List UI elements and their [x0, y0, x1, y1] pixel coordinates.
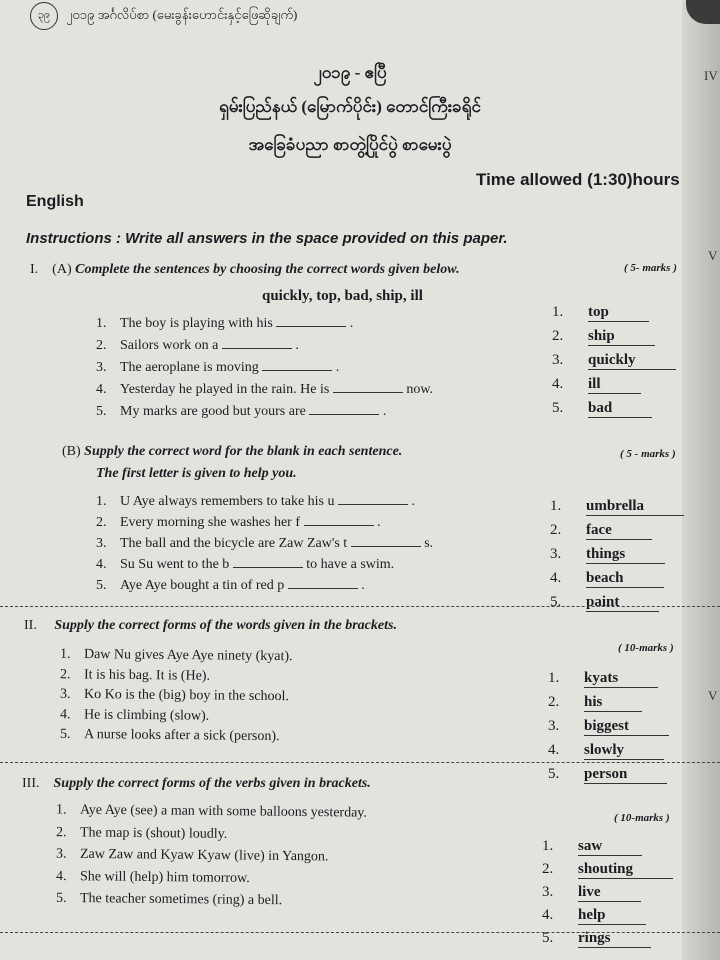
- question-number: 5.: [59, 726, 71, 742]
- section1b-label: (B): [62, 444, 81, 459]
- answer-value: paint: [586, 594, 659, 612]
- section1b-subheading-line: [96, 466, 297, 482]
- section2-num: II.: [24, 618, 37, 633]
- section1b-subheading: The first letter is given to help you.: [96, 466, 297, 481]
- question-text: The boy is playing with his: [120, 316, 273, 331]
- section3-num: III.: [22, 776, 40, 791]
- answer-item: [550, 522, 652, 540]
- answer-value: his: [584, 694, 642, 712]
- answer-value: saw: [578, 838, 642, 856]
- question-text: She will (help) him tomorrow.: [79, 869, 250, 887]
- question-number: 4.: [96, 382, 107, 397]
- exam-region: ရှမ်းပြည်နယ် (မြောက်ပိုင်း) တောင်ကြီးခရိုင်: [219, 97, 481, 116]
- section2-heading-line: [24, 618, 397, 634]
- page-number: ၃၉: [30, 2, 58, 30]
- answer-value: person: [584, 766, 667, 784]
- question-number: 4.: [59, 707, 71, 723]
- answer-blank: [222, 336, 292, 349]
- section2-marks: ( 10-marks ): [618, 642, 674, 654]
- answer-item: [550, 546, 665, 564]
- question-item: [96, 358, 339, 376]
- question-text-end: .: [411, 494, 415, 509]
- question-item: [96, 336, 299, 354]
- question-number: 1.: [55, 802, 67, 818]
- answer-item: [552, 400, 652, 418]
- question-number: 3.: [96, 536, 107, 551]
- question-number: 1.: [59, 646, 71, 662]
- answer-number: 3.: [548, 718, 560, 734]
- question-item: [96, 492, 415, 510]
- question-text: The map is (shout) loudly.: [79, 825, 228, 842]
- question-item: [60, 707, 209, 725]
- answer-item: [550, 570, 664, 588]
- question-number: 4.: [55, 868, 67, 885]
- question-text: The teacher sometimes (ring) a bell.: [79, 891, 283, 909]
- answer-item: [550, 498, 684, 516]
- question-item: [96, 534, 433, 552]
- question-item: [96, 314, 353, 332]
- divider-line: [0, 762, 720, 763]
- exam-name: အခြေခံပညာ စာတွဲ့ပြိုင်ပွဲ စာမေးပွဲ: [248, 135, 452, 154]
- answer-item: [542, 884, 641, 902]
- answer-number: 3.: [550, 546, 562, 562]
- question-number: 3.: [96, 360, 107, 375]
- question-text-end: .: [295, 338, 299, 353]
- margin-mark-2: V: [708, 248, 718, 263]
- answer-value: umbrella: [586, 498, 684, 516]
- section1b-heading-line: [62, 444, 402, 460]
- answer-value: help: [578, 907, 646, 925]
- divider-line: [0, 606, 720, 607]
- answer-item: [542, 838, 642, 856]
- question-text: A nurse looks after a sick (person).: [83, 727, 280, 745]
- section1-heading: [30, 262, 460, 278]
- question-number: 2.: [96, 338, 107, 353]
- question-text: Zaw Zaw and Kyaw Kyaw (live) in Yangon.: [79, 846, 329, 865]
- question-text-end: .: [361, 578, 365, 593]
- answer-blank: [351, 534, 421, 547]
- question-item: [60, 727, 280, 745]
- question-number: 1.: [96, 494, 107, 509]
- answer-value: kyats: [584, 670, 658, 688]
- question-text-end: s.: [424, 536, 434, 551]
- question-number: 5.: [55, 890, 67, 906]
- question-text: Aye Aye (see) a man with some balloons yesterday.: [79, 802, 368, 821]
- question-text: Aye Aye bought a tin of red p: [120, 578, 285, 593]
- question-number: 2.: [55, 825, 67, 841]
- answer-item: [548, 718, 669, 736]
- section3-marks: ( 10-marks ): [614, 812, 670, 824]
- question-text-end: to have a swim.: [306, 557, 395, 572]
- answer-item: [548, 766, 667, 784]
- answer-number: 1.: [550, 498, 562, 514]
- answer-blank: [304, 513, 374, 526]
- running-header: [30, 2, 297, 30]
- question-item: [56, 847, 329, 866]
- question-text-end: .: [349, 316, 354, 331]
- answer-value: shouting: [578, 861, 673, 879]
- time-allowed: Time allowed (1:30)hours: [476, 170, 680, 189]
- exam-year: ၂၀၁၉ - ဧပြီ: [313, 63, 387, 82]
- answer-number: 4.: [550, 570, 562, 586]
- answer-blank: [262, 358, 332, 371]
- margin-mark-1: IV: [704, 68, 718, 83]
- question-item: [60, 647, 293, 665]
- question-item: [96, 576, 365, 594]
- answer-item: [542, 861, 673, 879]
- question-number: 3.: [59, 686, 71, 702]
- answer-number: 1.: [552, 304, 564, 320]
- answer-number: 5.: [552, 400, 564, 416]
- answer-number: 2.: [548, 694, 560, 710]
- question-text: Every morning she washes her f: [120, 515, 301, 530]
- answer-number: 5.: [548, 766, 560, 782]
- question-text: The ball and the bicycle are Zaw Zaw's t: [120, 536, 348, 551]
- question-text: Daw Nu gives Aye Aye ninety (kyat).: [83, 647, 293, 665]
- answer-number: 5.: [542, 930, 554, 946]
- answer-item: [552, 304, 649, 322]
- question-number: 2.: [59, 667, 71, 683]
- answer-value: face: [586, 522, 652, 540]
- answer-number: 2.: [542, 861, 554, 877]
- section2-heading: Supply the correct forms of the words given in the brackets.: [54, 618, 397, 633]
- question-item: [96, 402, 386, 420]
- section1-num: I.: [30, 262, 39, 277]
- answer-item: [548, 694, 642, 712]
- question-text: Ko Ko is the (big) boy in the school.: [83, 687, 289, 705]
- answer-item: [542, 907, 646, 925]
- question-item: [56, 802, 367, 821]
- answer-blank: [338, 492, 408, 505]
- running-title: ၂၀၁၉ အင်္ဂလိပ်စာ (မေးခွန်းဟောင်းနှင့်ဖြေဆိုချက်): [66, 6, 298, 22]
- question-text: U Aye always remembers to take his u: [120, 494, 335, 509]
- answer-number: 1.: [542, 838, 554, 854]
- answer-number: 3.: [552, 352, 564, 368]
- divider-line: [0, 932, 720, 933]
- answer-value: ship: [588, 328, 655, 346]
- question-number: 5.: [96, 578, 107, 593]
- question-text-end: .: [382, 404, 387, 419]
- instructions: Instructions : Write all answers in the space provided on this paper.: [26, 230, 508, 247]
- question-number: 2.: [96, 515, 107, 530]
- answer-value: bad: [588, 400, 652, 418]
- question-text: The aeroplane is moving: [120, 360, 259, 375]
- answer-number: 4.: [542, 907, 554, 923]
- section3-heading: Supply the correct forms of the verbs given in brackets.: [53, 776, 371, 791]
- answer-value: biggest: [584, 718, 669, 736]
- answer-value: ill: [588, 376, 641, 394]
- answer-blank: [288, 576, 358, 589]
- answer-value: live: [578, 884, 641, 902]
- question-number: 5.: [96, 404, 107, 419]
- question-item: [56, 825, 227, 843]
- answer-blank: [233, 555, 303, 568]
- answer-blank: [333, 380, 403, 393]
- section1b-marks: ( 5 - marks ): [620, 448, 676, 460]
- section1b-heading: Supply the correct word for the blank in each sentence.: [84, 444, 403, 459]
- answer-item: [550, 594, 659, 612]
- answer-number: 4.: [552, 376, 564, 392]
- question-item: [60, 687, 289, 705]
- question-number: 1.: [96, 316, 107, 331]
- answer-item: [552, 376, 641, 394]
- answer-item: [548, 742, 664, 760]
- margin-mark-3: V: [708, 688, 718, 703]
- answer-number: 1.: [548, 670, 560, 686]
- section1a-label: (A): [52, 262, 72, 277]
- question-text: Su Su went to the b: [120, 557, 230, 572]
- section1a-marks: ( 5- marks ): [624, 262, 677, 274]
- answer-blank: [276, 314, 346, 327]
- answer-value: things: [586, 546, 665, 564]
- question-text: Yesterday he played in the rain. He is: [120, 382, 330, 397]
- question-item: [96, 380, 433, 398]
- answer-number: 5.: [550, 594, 562, 610]
- question-text: My marks are good but yours are: [120, 404, 306, 419]
- answer-value: quickly: [588, 352, 676, 370]
- question-text: It is his bag. It is (He).: [83, 667, 211, 684]
- question-item: [96, 513, 381, 531]
- answer-number: 2.: [550, 522, 562, 538]
- section1a-heading: Complete the sentences by choosing the correct words given below.: [75, 262, 460, 277]
- question-text-end: .: [335, 360, 340, 375]
- answer-value: top: [588, 304, 649, 322]
- question-text-end: now.: [406, 382, 434, 397]
- answer-number: 2.: [552, 328, 564, 344]
- question-number: 4.: [96, 557, 107, 572]
- question-item: [60, 667, 210, 685]
- answer-number: 3.: [542, 884, 554, 900]
- answer-blank: [309, 402, 379, 415]
- answer-value: slowly: [584, 742, 664, 760]
- answer-item: [552, 352, 676, 370]
- question-item: [96, 555, 394, 573]
- answer-number: 4.: [548, 742, 560, 758]
- subject-title: English: [26, 193, 84, 210]
- section3-heading-line: [22, 776, 371, 792]
- question-text-end: .: [377, 515, 381, 530]
- question-text: Sailors work on a: [120, 338, 219, 353]
- question-text: He is climbing (slow).: [83, 707, 210, 724]
- answer-value: rings: [578, 930, 651, 948]
- question-item: [56, 891, 282, 909]
- answer-item: [548, 670, 658, 688]
- question-item: [56, 869, 250, 887]
- question-number: 3.: [55, 846, 67, 862]
- word-bank: quickly, top, bad, ship, ill: [262, 288, 423, 304]
- answer-value: beach: [586, 570, 664, 588]
- answer-item: [552, 328, 655, 346]
